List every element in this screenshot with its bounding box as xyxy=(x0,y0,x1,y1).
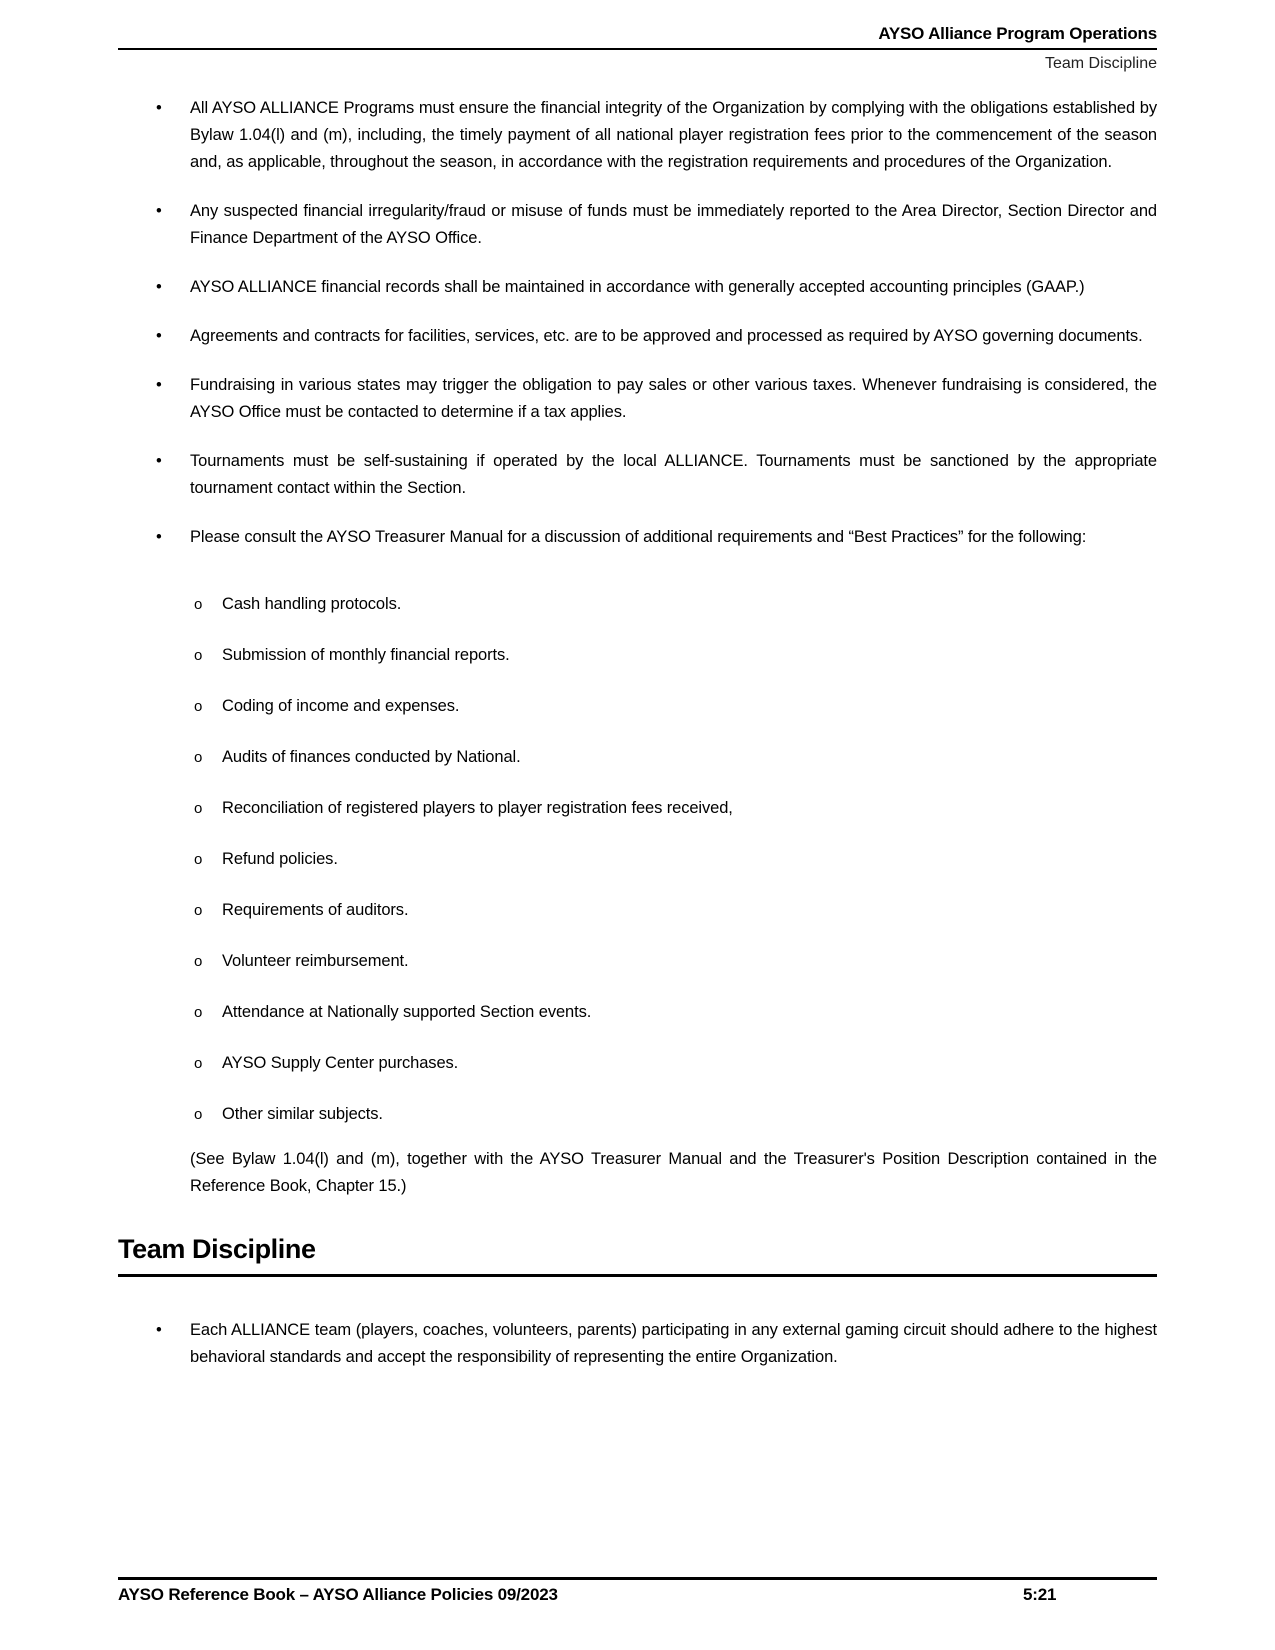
bullet-marker: • xyxy=(156,99,162,117)
sub-bullet-marker: o xyxy=(194,1004,203,1021)
sub-list-item xyxy=(118,948,1157,975)
sub-list-item xyxy=(118,693,1157,720)
sub-bullet-marker: o xyxy=(194,953,203,970)
bullet-marker: • xyxy=(156,327,162,345)
list-item-text: Each ALLIANCE team (players, coaches, volunteers, parents) participating in any external gaming circuit should adhere to the highest behavioral standards and accept the responsibility of representing the entire Organization. xyxy=(190,1321,1157,1366)
sub-bullet-marker: o xyxy=(194,1106,203,1123)
sub-bullet-marker: o xyxy=(194,851,203,868)
page-number: 5:21 xyxy=(1023,1585,1057,1604)
list-item-text: Please consult the AYSO Treasurer Manual for a discussion of additional requirements and “Best Practices” for the following: xyxy=(190,528,1087,546)
bullet-marker: • xyxy=(156,202,162,220)
sub-bullet-marker: o xyxy=(194,647,203,664)
sub-list-item-text: Reconciliation of registered players to player registration fees received, xyxy=(222,799,733,817)
header-title: AYSO Alliance Program Operations xyxy=(118,24,1157,50)
bullet-marker: • xyxy=(156,528,162,546)
sub-list-item-text: Refund policies. xyxy=(222,850,338,868)
sub-list-item-text: Requirements of auditors. xyxy=(222,901,409,919)
treasurer-topics-list xyxy=(118,591,1157,1128)
bullet-marker: • xyxy=(156,452,162,470)
sub-list-item xyxy=(118,897,1157,924)
sub-bullet-marker: o xyxy=(194,596,203,613)
sub-bullet-marker: o xyxy=(194,902,203,919)
team-discipline-list xyxy=(118,1317,1157,1371)
sub-list-item xyxy=(118,846,1157,873)
sub-bullet-marker: o xyxy=(194,749,203,766)
bullet-marker: • xyxy=(156,1321,162,1339)
list-item xyxy=(118,274,1157,301)
sub-list-item-text: Attendance at Nationally supported Section events. xyxy=(222,1003,592,1021)
sub-list-item xyxy=(118,744,1157,771)
sub-bullet-marker: o xyxy=(194,800,203,817)
footer-title: AYSO Reference Book – AYSO Alliance Policies 09/2023 xyxy=(118,1585,558,1604)
list-item-text: Agreements and contracts for facilities, services, etc. are to be approved and processed as required by AYSO governing documents. xyxy=(190,327,1143,345)
list-item xyxy=(118,323,1157,350)
bullet-marker: • xyxy=(156,278,162,296)
financial-policy-list xyxy=(118,95,1157,551)
sub-bullet-marker: o xyxy=(194,698,203,715)
list-item xyxy=(118,524,1157,551)
sub-bullet-marker: o xyxy=(194,1055,203,1072)
page-footer xyxy=(118,1577,1157,1605)
sub-list-item-text: Submission of monthly financial reports. xyxy=(222,646,510,664)
sub-list-item-text: AYSO Supply Center purchases. xyxy=(222,1054,459,1072)
sub-list-item-text: Volunteer reimbursement. xyxy=(222,952,409,970)
sub-list-item-text: Audits of finances conducted by National. xyxy=(222,748,521,766)
sub-list-item-text: Other similar subjects. xyxy=(222,1105,383,1123)
section-heading: Team Discipline xyxy=(118,1234,1157,1277)
list-item xyxy=(118,448,1157,502)
sub-list-item xyxy=(118,1050,1157,1077)
bullet-marker: • xyxy=(156,376,162,394)
list-item xyxy=(118,198,1157,252)
sub-list-item xyxy=(118,999,1157,1026)
list-item-text: Tournaments must be self-sustaining if operated by the local ALLIANCE. Tournaments must be sanctioned by the appropriate tournament contact within the Section. xyxy=(190,452,1157,497)
sub-list-item xyxy=(118,642,1157,669)
list-item-text: AYSO ALLIANCE financial records shall be maintained in accordance with generally accepted accounting principles (GAAP.) xyxy=(190,278,1085,296)
list-item xyxy=(118,372,1157,426)
sub-list-item xyxy=(118,591,1157,618)
list-item-text: All AYSO ALLIANCE Programs must ensure the financial integrity of the Organization by complying with the obligations established by Bylaw 1.04(l) and (m), including, the timely payment of all national player registration fees prior to the commencement of the season and, as applicable, throughout the season, in accordance with the registration requirements and procedures of the Organization. xyxy=(190,99,1157,171)
sub-list-item xyxy=(118,795,1157,822)
list-item-text: Fundraising in various states may trigger the obligation to pay sales or other various taxes. Whenever fundraising is considered, the AYSO Office must be contacted to determine if a tax applies. xyxy=(190,376,1157,421)
sub-list-item xyxy=(118,1101,1157,1128)
sub-list-item-text: Coding of income and expenses. xyxy=(222,697,460,715)
list-item-text: Any suspected financial irregularity/fraud or misuse of funds must be immediately reported to the Area Director, Section Director and Finance Department of the AYSO Office. xyxy=(190,202,1157,247)
page-header xyxy=(118,24,1157,73)
list-item xyxy=(118,1317,1157,1371)
sub-list-item-text: Cash handling protocols. xyxy=(222,595,402,613)
closing-note: (See Bylaw 1.04(l) and (m), together with the AYSO Treasurer Manual and the Treasurer's Position Description contained in the Reference Book, Chapter 15.) xyxy=(190,1150,1157,1195)
list-item xyxy=(118,95,1157,176)
header-subtitle: Team Discipline xyxy=(1044,55,1157,72)
